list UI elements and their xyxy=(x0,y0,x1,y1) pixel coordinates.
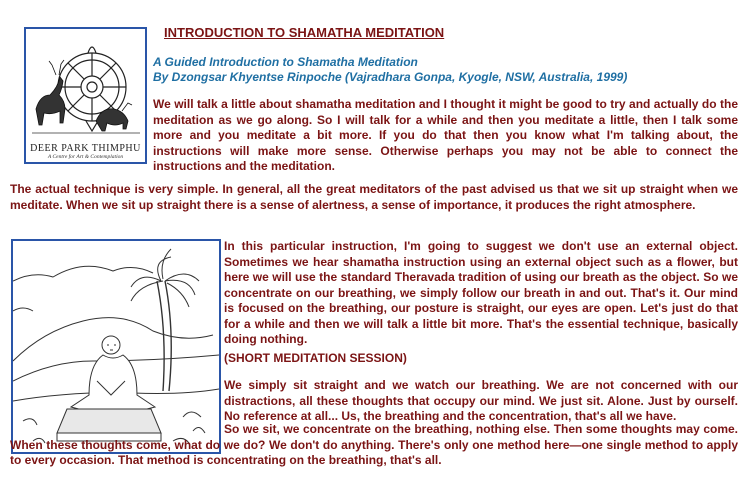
page-title: INTRODUCTION TO SHAMATHA MEDITATION xyxy=(164,25,445,40)
dharma-wheel-deer-icon xyxy=(26,29,145,141)
subtitle-block xyxy=(153,55,627,85)
session-heading: (SHORT MEDITATION SESSION) xyxy=(224,351,407,365)
paragraph-sit-straight: We simply sit straight and we watch our breathing. We are not concerned with our distractions, all these thoughts that occupy our mind. We just sit. Alone. Just by ourself. No reference at all... Us, the breathing and the concentration, that's all we have. xyxy=(224,378,738,423)
logo-name: DEER PARK THIMPHU xyxy=(30,143,141,154)
paragraph-technique: The actual technique is very simple. In general, all the great meditators of the past advised us that we sit up straight when we meditate. When we sit up straight there is a sense of alertness, a sense of importance, it produces the right atmosphere. xyxy=(10,182,738,212)
deer-park-logo xyxy=(24,27,147,164)
subtitle-line-1: A Guided Introduction to Shamatha Meditation xyxy=(153,55,418,69)
subtitle-line-2: By Dzongsar Khyentse Rinpoche (Vajradhara Gonpa, Kyogle, NSW, Australia, 1999) xyxy=(153,70,628,84)
paragraph-concentrate: So we sit, we concentrate on the breathing, nothing else. Then some thoughts may come. When these thoughts come, what do we do? We don't do anything. There's only one method here—one single method to apply to every occasion. That method is concentrating on the breathing, that's all. xyxy=(10,422,738,467)
paragraph-intro: We will talk a little about shamatha meditation and I thought it might be good to try and actually do the meditation as we go along. So I will talk for a while and then you meditate a little, then I talk some more and you meditate a bit more. If you do that then you know what I'm talking about, the instructions will make more sense. Otherwise perhaps you may not be able to connect the instructions and the meditation. xyxy=(153,97,738,173)
meditator-drawing-icon xyxy=(13,241,219,452)
paragraph-instruction: In this particular instruction, I'm going to suggest we don't use an external object. Sometimes we hear shamatha instruction using an external object such as a flower, but here we will use the standard Theravada tradition of using our breath as the object. So we concentrate on our breathing, we simply follow our breath in and out. That's it. Our mind is focused on the breathing, our posture is straight, our eyes are open. Let's just do that for a while and then we will talk a little bit more. That's the essential technique, basically doing nothing. xyxy=(224,239,738,346)
logo-tagline: A Centre for Art & Contemplation xyxy=(47,154,124,160)
